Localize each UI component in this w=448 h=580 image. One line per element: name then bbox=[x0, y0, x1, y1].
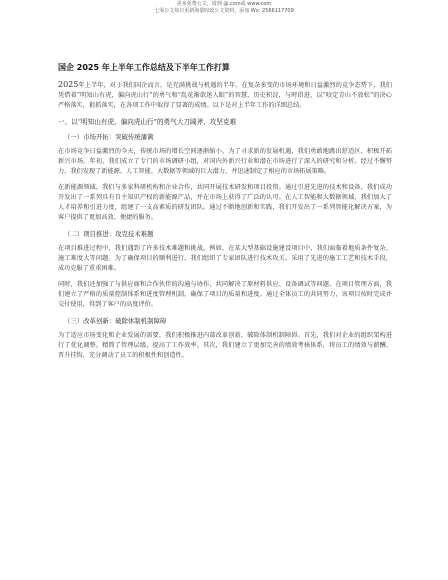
header-line-2: 七零公文每日更新海量时政公文资料，添加 Wx: 2566117709 bbox=[154, 8, 294, 14]
page-header bbox=[0, 0, 448, 15]
subsection-2-heading: （二）项目推进：攻克技术难题 bbox=[64, 230, 154, 238]
subsection-3-heading: （三）改革创新：破除体制机制障碍 bbox=[64, 317, 167, 325]
header-line-1: 更多免费公文，请到 @.com或 www.com bbox=[176, 1, 272, 7]
subsection-2-paragraph-1: 在项目推进过程中，我们遇到了许多技术难题和挑战。例如，在某大型基础设施建设项目中，我们面临着地质条件复杂、施工难度大等问题。为了确保项目的顺利进行，我们组织了专家团队进行技术攻关。采用了先进的施工工艺和技术手段，成功克服了重重困难。 bbox=[58, 245, 392, 272]
subsection-1-paragraph-2: 在新能源领域，我们与多家科研机构和企业合作，共同开展技术研发和项目投资。通过引进先进的技术和设备，我们成功开发出了一系列具有自主知识产权的新能源产品，并在市场上获得了广泛的认可。在人工智能和大数据领域，我们加大了人才培养和引进力度，组建了一支高素质的研发团队。通过不断地创新和实践，我们开发出了一系列智能化解决方案，为客户提供了更加高效、便捷的服务。 bbox=[58, 184, 392, 221]
subsection-3-paragraph-1: 为了适应市场变化和企业发展的需要，我们积极推进内部改革创新，破除体制机制障碍。首先，我们对企业的组织架构进行了优化调整，精简了管理层级，提高了工作效率。其次，我们建立了更加完善的绩效考核体系，将员工的绩效与薪酬、晋升挂钩，充分调动了员工的积极性和创造性。 bbox=[58, 332, 392, 359]
subsection-1-paragraph-1: 在市场竞争日益激烈的今天，传统市场的增长空间逐渐缩小。为了寻求新的发展机遇，我们勇敢地跳出舒适区，积极开拓新兴市场。年初，我们成立了专门的市场调研小组，对国内外新兴行业和潜在市场进行了深入的研究和分析。经过不懈努力，我们发现了新能源、人工智能、大数据等领域的巨大潜力，并迅速制定了相应的市场拓展策略。 bbox=[58, 148, 392, 175]
intro-text: 年上半年，对于我们国企而言，是充满挑战与机遇的半年。在复杂多变的市场环境和日益激烈的竞争态势下，我们凭借着“明知山有虎，偏向虎山行”的勇气和“乱花渐欲迷人眼”的智慧，历史积淀，与时俱进，以“咬定青山不放松”的决心严格落实，狠抓落实，在各项工作中取得了显著的成绩。以下是对上半年工作的详细总结。 bbox=[58, 82, 392, 109]
intro-lead-year: 2025 bbox=[58, 80, 79, 89]
section-1-heading: 一、以“明知山有虎，偏向虎山行”的勇气大刀阔斧、攻坚克难 bbox=[58, 118, 237, 126]
document-body bbox=[58, 62, 392, 367]
document-title: 国企 2025 年上半年工作总结及下半年工作打算 bbox=[58, 63, 230, 72]
intro-paragraph bbox=[58, 80, 392, 111]
subsection-2-paragraph-2: 同时，我们还加强了与供应商和合作伙伴的沟通与协作，共同解决了原材料供应、设备调试等问题。在项目管理方面，我们建立了严格的质量控制体系和进度管理机制，确保了项目的质量和进度。通过全体员工的共同努力，该项目按时完成并交付使用，得到了客户的高度评价。 bbox=[58, 281, 392, 308]
subsection-1-heading: （一）市场开拓：突破传统藩篱 bbox=[64, 133, 154, 141]
